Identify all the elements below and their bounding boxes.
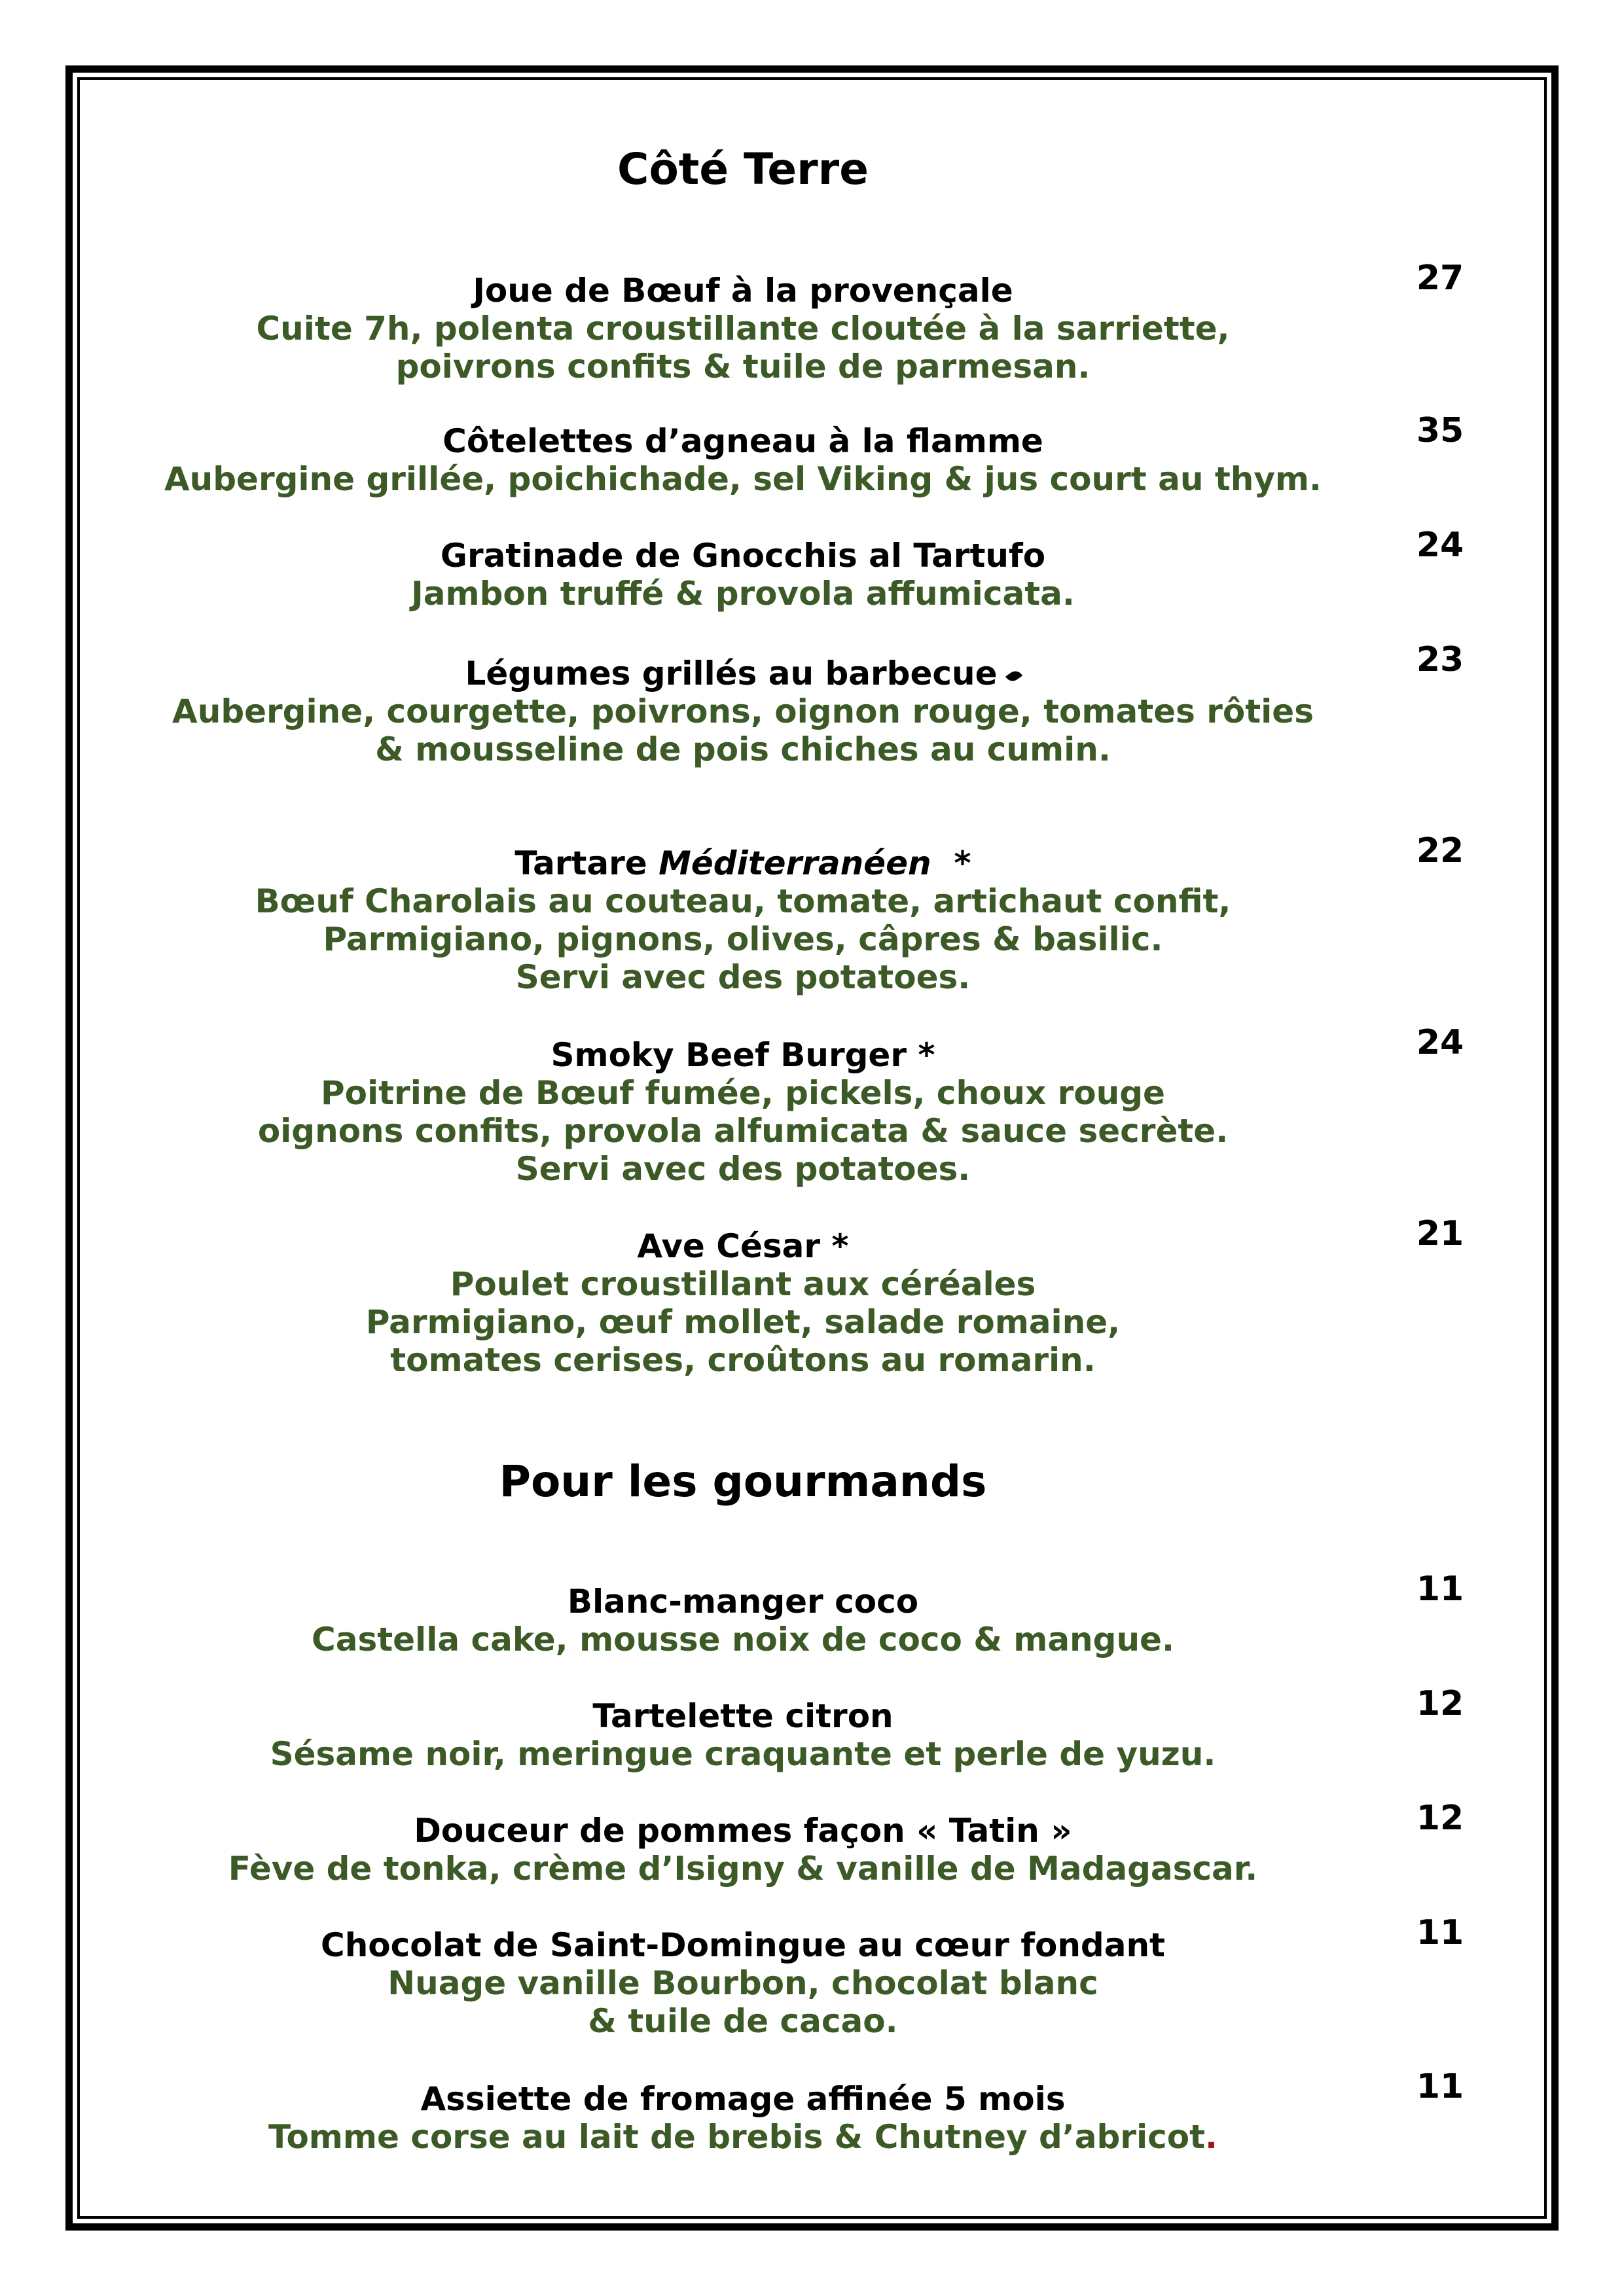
item-price: 35 [1416,411,1464,450]
item-price: 11 [1416,1913,1464,1952]
item-description-end: . [1205,2118,1218,2156]
item-description: Jambon truffé & provola affumicata. [411,575,1075,613]
item-description [131,2118,1355,2156]
item-price: 21 [1416,1214,1464,1253]
item-name [131,844,1355,882]
item-description: Castella cake, mousse noix de coco & mangue. [312,1621,1174,1659]
menu-item-ave-cesar [131,1227,1355,1379]
item-price: 22 [1416,831,1464,870]
item-name [131,655,1355,692]
item-description: Poitrine de Bœuf fumée, pickels, choux rouge oignons confits, provola alfumicata & sauce secrète. Servi avec des potatoes. [257,1074,1229,1188]
item-description: Fève de tonka, crème d’Isigny & vanille de Madagascar. [228,1850,1258,1888]
section-title-terre: Côté Terre [617,144,869,194]
menu-item-assiette-fromage [131,2080,1355,2156]
item-name-text: Légumes grillés au barbecue [465,655,998,692]
item-description: Nuage vanille Bourbon, chocolat blanc & tuile de cacao. [388,1964,1098,2040]
item-name: Assiette de fromage affinée 5 mois [420,2080,1066,2118]
item-price: 12 [1416,1799,1464,1838]
menu-item-tartare [131,844,1355,996]
item-price: 12 [1416,1684,1464,1723]
item-description: Cuite 7h, polenta croustillante cloutée à la sarriette, poivrons confits & tuile de parmesan. [256,310,1230,386]
menu-item-gratinade-gnocchis [131,537,1355,613]
item-price: 24 [1416,526,1464,565]
item-price: 27 [1416,259,1464,298]
menu-item-chocolat [131,1926,1355,2040]
item-name: Joue de Bœuf à la provençale [473,272,1013,310]
item-description: Bœuf Charolais au couteau, tomate, artichaut confit, Parmigiano, pignons, olives, câpres & basilic. Servi avec des potatoes. [255,882,1231,996]
item-description: Poulet croustillant aux céréales Parmigiano, œuf mollet, salade romaine, tomates cerises, croûtons au romarin. [365,1265,1121,1379]
item-name: Côtelettes d’agneau à la flamme [442,422,1043,460]
item-name: Ave César * [637,1227,849,1265]
item-description-text: Tomme corse au lait de brebis & Chutney d’abricot [268,2118,1205,2156]
item-name: Chocolat de Saint-Domingue au cœur fondant [321,1926,1165,1964]
item-price: 23 [1416,640,1464,679]
item-name-italic: Méditerranéen [659,844,931,882]
item-name: Gratinade de Gnocchis al Tartufo [440,537,1046,575]
item-name-asterisk: * [954,844,971,882]
menu-item-legumes-grilles [131,655,1355,768]
item-name-prefix: Tartare [514,844,647,882]
item-name: Blanc-manger coco [567,1583,919,1621]
menu-item-cotelettes-agneau [131,422,1355,498]
item-description: Sésame noir, meringue craquante et perle de yuzu. [270,1735,1216,1773]
item-description: Aubergine grillée, poichichade, sel Viking & jus court au thym. [164,460,1322,498]
section-title-gourmands: Pour les gourmands [499,1456,987,1507]
menu-item-smoky-beef-burger [131,1036,1355,1188]
item-name: Tartelette citron [592,1697,893,1735]
item-name: Smoky Beef Burger * [550,1036,935,1074]
menu-item-douceur-pommes [131,1812,1355,1888]
item-price: 11 [1416,1570,1464,1609]
menu-item-joue-de-boeuf [131,272,1355,386]
menu-item-blanc-manger [131,1583,1355,1659]
item-name: Douceur de pommes façon « Tatin » [414,1812,1072,1850]
vegetarian-leaf-icon [1005,668,1022,683]
menu-item-tartelette-citron [131,1697,1355,1773]
item-price: 24 [1416,1023,1464,1062]
item-description: Aubergine, courgette, poivrons, oignon rouge, tomates rôties & mousseline de pois chiches au cumin. [172,692,1314,768]
item-price: 11 [1416,2067,1464,2106]
